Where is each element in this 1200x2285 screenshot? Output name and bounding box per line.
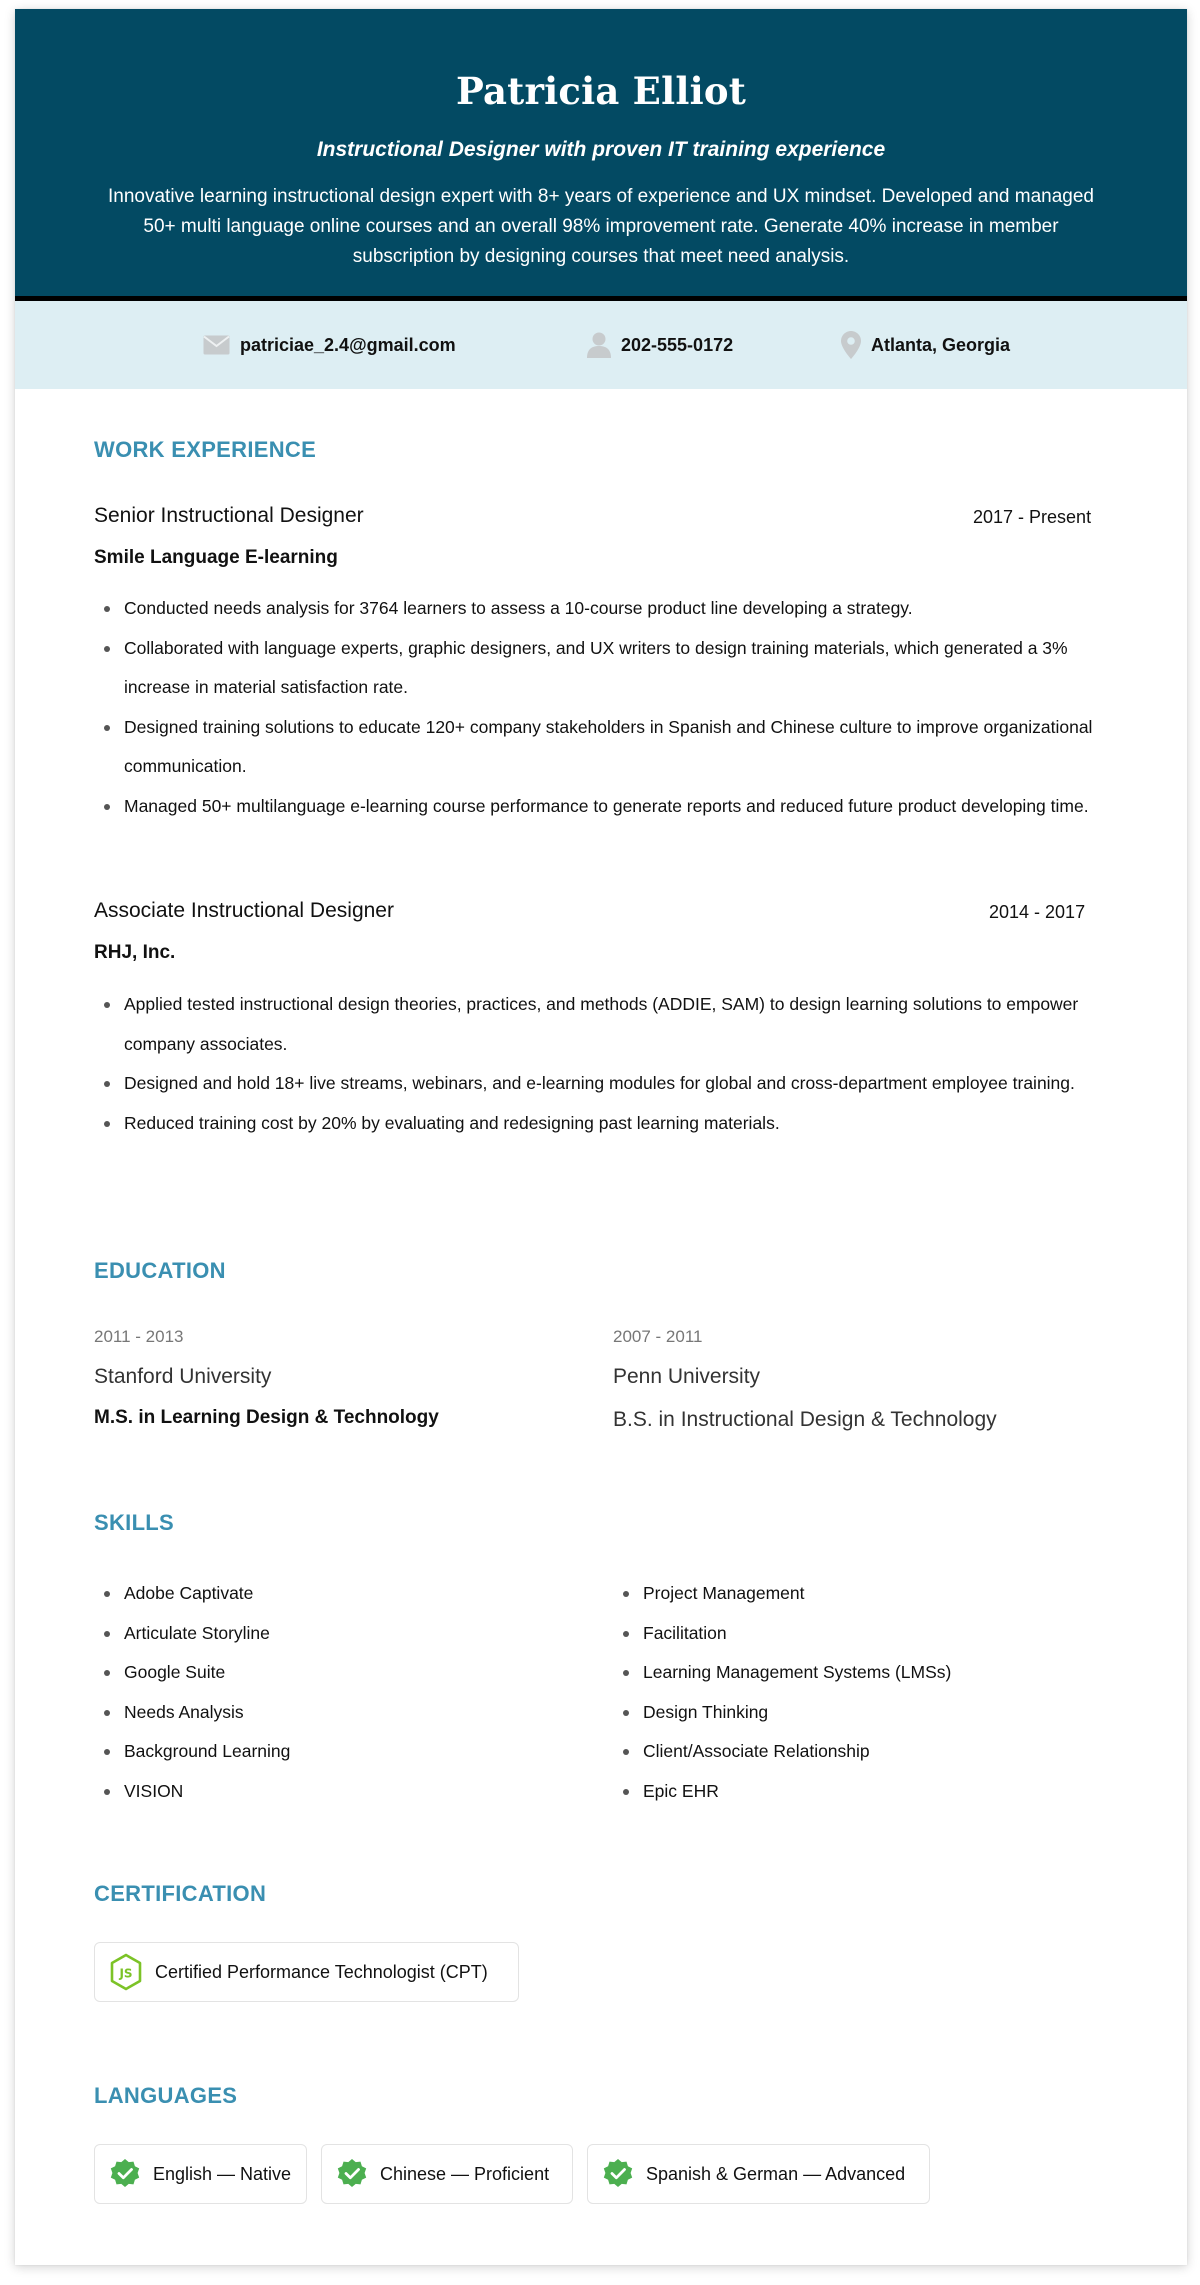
list-item: Designed training solutions to educate 120+ company stakeholders in Spanish and Chinese culture to improve organizational communication. <box>124 708 1124 787</box>
list-item: Managed 50+ multilanguage e-learning course performance to generate reports and reduced future product developing time. <box>124 787 1124 827</box>
education-degree: B.S. in Instructional Design & Technology <box>613 1408 997 1431</box>
list-item: Collaborated with language experts, graphic designers, and UX writers to design training materials, which generated a 3% increase in material satisfaction rate. <box>124 629 1124 708</box>
map-pin-icon <box>841 331 861 359</box>
education-school: Penn University <box>613 1365 761 1388</box>
list-item: Designed and hold 18+ live streams, webinars, and e-learning modules for global and cross-department employee training. <box>124 1064 1124 1104</box>
certification-label: Certified Performance Technologist (CPT) <box>155 1961 488 1982</box>
work-experience-heading: WORK EXPERIENCE <box>94 437 317 462</box>
contact-phone[interactable] <box>587 301 733 389</box>
job-company: Smile Language E-learning <box>94 547 338 568</box>
list-item: Learning Management Systems (LMSs) <box>643 1653 951 1693</box>
list-item: Facilitation <box>643 1614 951 1654</box>
job-title: Senior Instructional Designer <box>94 504 364 527</box>
candidate-headline: Instructional Designer with proven IT training experience <box>316 138 886 161</box>
envelope-icon <box>203 335 230 355</box>
list-item: VISION <box>124 1772 290 1812</box>
skills-list-right <box>643 1574 951 1812</box>
education-school: Stanford University <box>94 1365 272 1388</box>
list-item: Epic EHR <box>643 1772 951 1812</box>
resume-page <box>15 9 1187 2265</box>
contact-email[interactable] <box>203 301 456 389</box>
skills-list-left <box>124 1574 290 1812</box>
language-chip <box>94 2144 307 2204</box>
education-heading: EDUCATION <box>94 1258 226 1283</box>
education-dates: 2011 - 2013 <box>94 1327 184 1346</box>
languages-heading: LANGUAGES <box>94 2083 238 2108</box>
list-item: Applied tested instructional design theories, practices, and methods (ADDIE, SAM) to design learning solutions to empower company associates. <box>124 985 1124 1064</box>
list-item: Reduced training cost by 20% by evaluating and redesigning past learning materials. <box>124 1104 1124 1144</box>
contact-location[interactable] <box>841 301 1010 389</box>
contact-bar <box>15 301 1187 389</box>
job-dates: 2017 - Present <box>973 507 1092 527</box>
candidate-summary: Innovative learning instructional design expert with 8+ years of experience and UX mindset. Developed and managed 50+ multi language online courses and an overall 98% improvement rate. Generate 40% increase in member subscription by designing courses that meet need analysis. <box>108 186 1094 267</box>
list-item: Needs Analysis <box>124 1693 290 1733</box>
certification-chip <box>94 1942 519 2002</box>
candidate-name: Patricia Elliot <box>455 69 747 113</box>
list-item: Background Learning <box>124 1732 290 1772</box>
education-degree: M.S. in Learning Design & Technology <box>94 1407 439 1428</box>
job-bullets <box>124 589 1124 826</box>
list-item: Design Thinking <box>643 1693 951 1733</box>
skills-heading: SKILLS <box>94 1510 175 1535</box>
language-chip <box>587 2144 930 2204</box>
nodejs-hexagon-icon <box>109 1953 143 1991</box>
job-dates: 2014 - 2017 <box>989 902 1086 922</box>
job-title: Associate Instructional Designer <box>94 899 394 922</box>
certification-heading: CERTIFICATION <box>94 1881 267 1906</box>
job-bullets <box>124 985 1124 1143</box>
language-label: Chinese — Proficient <box>380 2163 550 2184</box>
resume-header <box>15 9 1187 301</box>
list-item: Conducted needs analysis for 3764 learners to assess a 10-course product line developing a strategy. <box>124 589 1124 629</box>
list-item: Google Suite <box>124 1653 290 1693</box>
language-chip <box>321 2144 573 2204</box>
contact-location-text: Atlanta, Georgia <box>871 334 1011 355</box>
contact-phone-text: 202-555-0172 <box>621 334 734 355</box>
job-company: RHJ, Inc. <box>94 942 176 963</box>
education-dates: 2007 - 2011 <box>613 1327 703 1346</box>
contact-email-text: patriciae_2.4@gmail.com <box>240 334 456 355</box>
language-label: English — Native <box>153 2163 292 2184</box>
list-item: Articulate Storyline <box>124 1614 290 1654</box>
list-item: Project Management <box>643 1574 951 1614</box>
check-badge-icon <box>336 2158 368 2190</box>
list-item: Adobe Captivate <box>124 1574 290 1614</box>
check-badge-icon <box>602 2158 634 2190</box>
check-badge-icon <box>109 2158 141 2190</box>
svg-text:JS: JS <box>119 1966 133 1981</box>
list-item: Client/Associate Relationship <box>643 1732 951 1772</box>
language-label: Spanish & German — Advanced <box>646 2163 906 2184</box>
person-icon <box>587 332 611 358</box>
